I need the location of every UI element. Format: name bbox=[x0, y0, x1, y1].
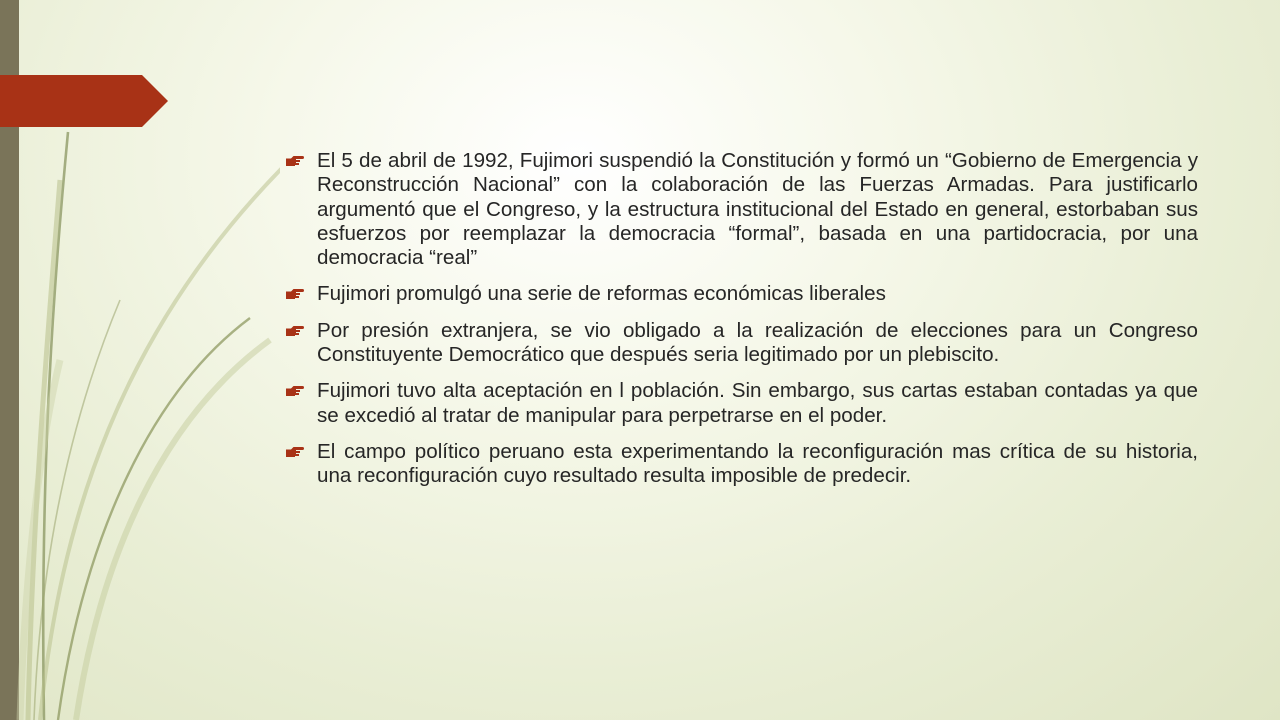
bullet-item bbox=[285, 440, 1198, 489]
right-pointing-hand-icon bbox=[285, 325, 304, 337]
right-pointing-hand-icon bbox=[285, 385, 304, 397]
slide-content bbox=[285, 149, 1198, 501]
bullet-text: Fujimori tuvo alta aceptación en l población. Sin embargo, sus cartas estaban contadas ya que se excedió al tratar de manipular para perpetrarse en el poder. bbox=[317, 379, 1198, 427]
bullet-text: Por presión extranjera, se vio obligado a la realización de elecciones para un Congreso Constituyente Democrático que después seria legitimado por un plebiscito. bbox=[317, 318, 1198, 367]
bullet-text: El campo político peruano esta experimentando la reconfiguración mas crítica de su historia, una reconfiguración cuyo resultado resulta imposible de predecir. bbox=[317, 439, 1198, 488]
bullet-item bbox=[285, 319, 1198, 368]
right-pointing-hand-icon bbox=[285, 155, 304, 167]
right-pointing-hand-icon bbox=[285, 288, 304, 300]
bullet-text: Fujimori promulgó una serie de reformas económicas liberales bbox=[317, 282, 886, 306]
bullet-item bbox=[285, 282, 1198, 306]
accent-arrow-shape bbox=[0, 75, 168, 127]
bullet-item bbox=[285, 149, 1198, 270]
bullet-text: El 5 de abril de 1992, Fujimori suspendió la Constitución y formó un “Gobierno de Emergencia y Reconstrucción Nacional” con la colaboración de las Fuerzas Armadas. Para justificarlo argumentó que el Congreso, y la estructura institucional del Estado en general, estorbaban sus esfuerzos por reemplazar la democracia “formal”, basada en una partidocracia, por una democracia “real” bbox=[317, 149, 1198, 270]
right-pointing-hand-icon bbox=[285, 446, 304, 458]
bullet-item bbox=[285, 379, 1198, 428]
accent-arrow-tab bbox=[0, 75, 168, 127]
bullet-list bbox=[285, 149, 1198, 489]
